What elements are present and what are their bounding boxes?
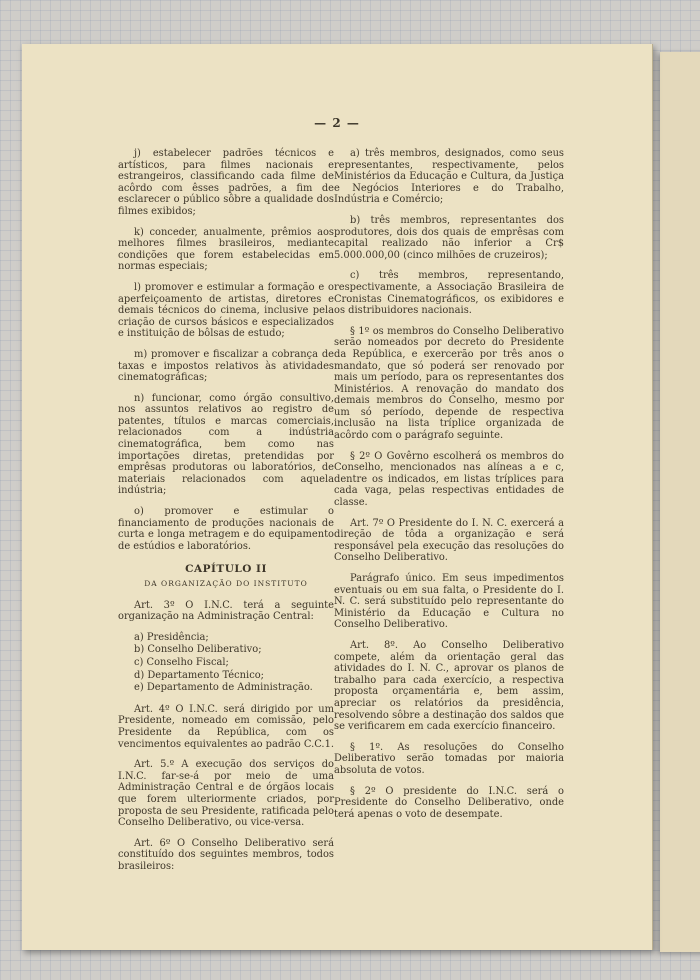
paragraph: § 2º O presidente do I.N.C. será o Presidente do Conselho Deliberativo, onde terá apenas o voto de desempate. [334,785,564,820]
paragraph: § 1º os membros do Conselho Deliberativo serão nomeados por decreto do Presidente da República, e exercerão por três anos o mandato, que só poderá ser renovado por mais um período, para os representantes dos Ministérios. A renovação do mandato dos demais membros do Conselho, mesmo por um só período, depende de respectiva inclusão na lista tríplice organizada de acôrdo com o parágrafo seguinte. [334,325,564,442]
list-item: e) Departamento de Administração. [134,682,313,694]
article-7: Art. 7º O Presidente do I. N. C. exercerá a direção de tôda a organização e será responsável pela execução das resoluções do Conselho Deliberativo. [334,517,564,564]
article-3: Art. 3º O I.N.C. terá a seguinte organização na Administração Central: [118,599,334,623]
paragraph: k) conceder, anualmente, prêmios aos melhores filmes brasileiros, mediante condições que forem estabelecidas em normas especiais; [118,226,334,273]
article-8: Art. 8º. Ao Conselho Deliberativo compete, além da orientação geral das atividades do I. N. C., aprovar os planos de trabalho para cada exercício, a respectiva proposta orçamentária e, bem assim, apreciar os relatórios da presidência, resolvendo sôbre a destinação dos saldos que se verificarem em cada exercício financeiro. [334,639,564,733]
paragraph: o) promover e estimular o financiamento de produções nacionais de curta e longa metragem e do equipamento de estúdios e laboratórios. [118,506,334,552]
paragraph: b) três membros, representantes dos produtores, dois dos quais de emprêsas com capital realizado não inferior a Cr$ 5.000.000,00 (cinco milhões de cruzeiros); [334,214,564,261]
list-item: d) Departamento Técnico; [134,669,264,681]
paragraph: j) estabelecer padrões técnicos e artísticos, para filmes nacionais e estrangeiros, classificando cada filme de acôrdo com êsses padrões, a fim de esclarecer o público sôbre a qualidade dos filmes exibidos; [118,148,334,217]
paragraph: c) três membros, representando, respectivamente, a Associação Brasileira de Cronistas Cinematográficos, os exibidores e os distribuidores nacionais. [334,270,564,317]
chapter-subtitle: DA ORGANIZAÇÃO DO INSTITUTO [144,579,308,588]
paragraph: § 1º. As resoluções do Conselho Deliberativo serão tomadas por maioria absoluta de votos. [334,741,564,776]
paragraph: § 2º O Govêrno escolherá os membros do Conselho, mencionados nas alíneas a e c, dentre os indicados, em listas tríplices para cada vaga, pelas respectivas entidades de classe. [334,450,564,509]
document-page [22,44,653,950]
article-4: Art. 4º O I.N.C. será dirigido por um Presidente, nomeado em comissão, pelo Presidente da República, com os vencimentos equivalentes ao padrão C.C.1. [118,703,334,750]
paragraph: l) promover e estimular a formação e o aperfeiçoamento de artistas, diretores e demais técnicos do cinema, inclusive pela criação de cursos básicos e especializados e instituição de bôlsas de estudo; [118,281,334,340]
next-page-edge [660,52,700,952]
article-6: Art. 6º O Conselho Deliberativo será constituído dos seguintes membros, todos brasileiros: [118,837,334,872]
list-item: c) Conselho Fiscal; [134,656,229,668]
left-column [118,148,334,881]
article-5: Art. 5.º A execução dos serviços do I.N.C. far-se-á por meio de uma Administração Central e de órgãos locais que forem ulteriormente criados, por proposta de seu Presidente, ratificada pelo Conselho Deliberativo, ou vice-versa. [118,759,334,829]
right-column [334,148,564,829]
paragraph: Parágrafo único. Em seus impedimentos eventuais ou em sua falta, o Presidente do I. N. C. será substituído pelo representante do Ministério da Educação e Cultura no Conselho Deliberativo. [334,573,564,631]
paragraph: n) funcionar, como órgão consultivo, nos assuntos relativos ao registro de patentes, títulos e marcas comerciais, relacionados com a indústria cinematográfica, bem como nas importações diretas, pretendidas por emprêsas produtoras ou laboratórios, de materiais relacionados com aquela indústria; [118,392,334,497]
page-number: — 2 — [314,116,360,130]
list-item: a) Presidência; [134,631,209,643]
paragraph: a) três membros, designados, como seus representantes, respectivamente, pelos Ministérios da Educação e Cultura, da Justiça e Negócios Interiores e do Trabalho, Indústria e Comércio; [334,148,564,206]
list-item: b) Conselho Deliberativo; [134,644,262,656]
paragraph: m) promover e fiscalizar a cobrança de taxas e impostos relativos às atividades cinematográficas; [118,348,334,384]
chapter-title: CAPÍTULO II [185,563,267,576]
